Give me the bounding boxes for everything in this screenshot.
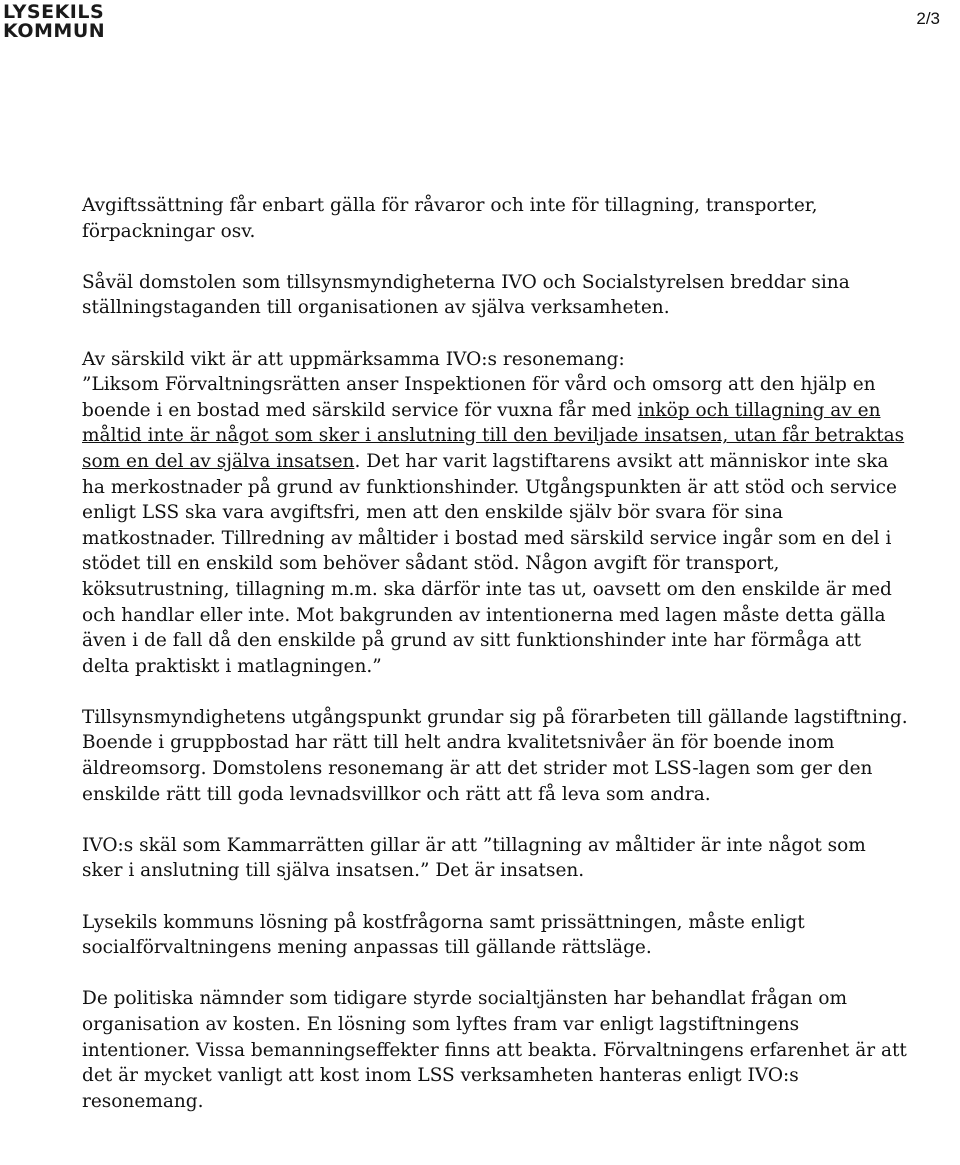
paragraph-4: Tillsynsmyndighetens utgångspunkt grundar sig på förarbeten till gällande lagstiftning. Boende i gruppbostad har rätt till helt andra kvalitetsnivåer än för boende inom äldreomsorg. Domstolens resonemang är att det strider mot LSS-lagen som ger den enskilde rätt till goda levnadsvillkor och rätt att få leva som andra. xyxy=(82,706,908,805)
document-body xyxy=(82,193,912,1140)
paragraph-6: Lysekils kommuns lösning på kostfrågorna samt prissättningen, måste enligt socialförvaltningens mening anpassas till gällande rättsläge. xyxy=(82,911,805,959)
quote-text-start: ”Liksom Förvaltningsrätten anser Inspektionen för vård och omsorg att den hjälp en boende i en bostad med särskild service för vuxna får med xyxy=(82,374,876,421)
quote-text-end: . Det har varit lagstiftarens avsikt att människor inte ska ha merkostnader på grund av funktionshinder. Utgångspunkten är att stöd och service enligt LSS ska vara avgiftsfri, men att den enskilde själv bör svara för sina matkostnader. Tillredning av måltider i bostad med särskild service ingår som en del i stödet till en enskild som behöver sådant stöd. Någon avgift för transport, köksutrustning, tillagning m.m. ska därför inte tas ut, oavsett om den enskilde är med och handlar eller inte. Mot bakgrunden av intentionerna med lagen måste detta gälla även i de fall då den enskilde på grund av sitt funktionshinder inte har förmåga att delta praktiskt i matlagningen.” xyxy=(82,450,897,677)
paragraph-5: IVO:s skäl som Kammarrätten gillar är att ”tillagning av måltider är inte något som sker i anslutning till själva insatsen.” Det är insatsen. xyxy=(82,834,866,882)
logo-line-1: LYSEKILS xyxy=(3,1,105,23)
logo-line-2: KOMMUN xyxy=(3,20,106,42)
paragraph-2: Såväl domstolen som tillsynsmyndigheterna IVO och Socialstyrelsen breddar sina ställningstaganden till organisationen av själva verksamheten. xyxy=(82,271,850,319)
paragraph-1: Avgiftssättning får enbart gälla för råvaror och inte för tillagning, transporter, förpackningar osv. xyxy=(82,195,818,242)
quote-intro: Av särskild vikt är att uppmärksamma IVO:s resonemang: xyxy=(82,348,625,370)
paragraph-3 xyxy=(82,347,912,680)
municipality-logo xyxy=(3,3,105,41)
paragraph-7: De politiska nämnder som tidigare styrde socialtjänsten har behandlat frågan om organisation av kosten. En lösning som lyftes fram var enligt lagstiftningens intentioner. Vissa bemanningseffekter finns att beakta. Förvaltningens erfarenhet är att det är mycket vanligt att kost inom LSS verksamheten hanteras enligt IVO:s resonemang. xyxy=(82,988,907,1112)
quote-underlined-text: inköp och tillagning av en måltid inte är något som sker i anslutning till den beviljade insatsen, utan får betraktas som en del av själva insatsen xyxy=(82,399,905,472)
page-number: 2/3 xyxy=(916,9,940,28)
